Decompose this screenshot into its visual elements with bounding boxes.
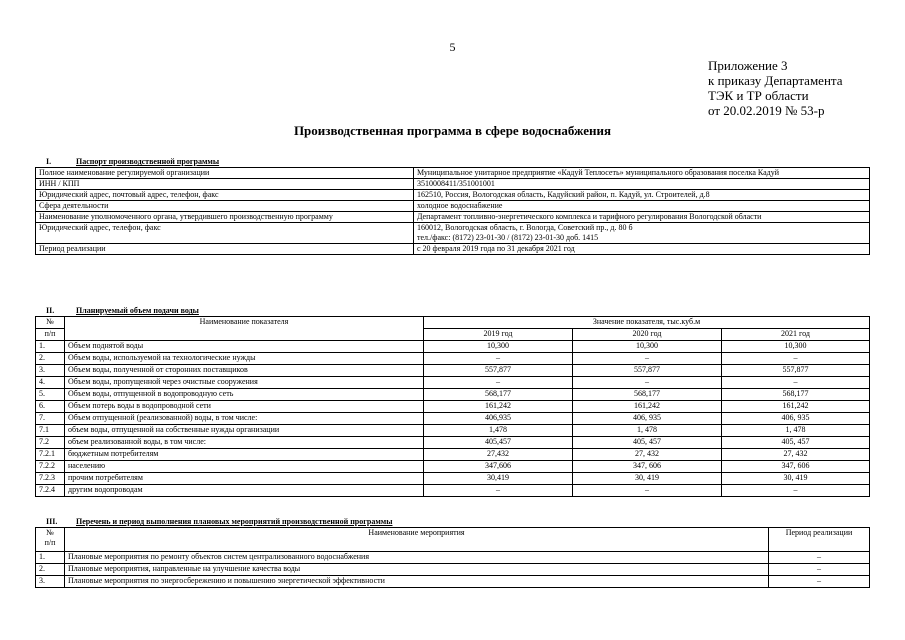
- section3-number: III.: [46, 517, 58, 526]
- indicator-name: прочим потребителям: [65, 473, 424, 485]
- row-number: 7.2.1: [36, 449, 65, 461]
- indicator-value: 1,478: [424, 425, 573, 437]
- indicator-value: 347, 606: [722, 461, 870, 473]
- table-row: [36, 425, 870, 437]
- table-row: [36, 449, 870, 461]
- col-period: Период реализации: [769, 528, 870, 552]
- indicator-value: 557,877: [573, 365, 722, 377]
- indicator-value: 161,242: [424, 401, 573, 413]
- measure-name: Плановые мероприятия по ремонту объектов систем централизованного водоснабжения: [65, 552, 769, 564]
- row-number: 2.: [36, 353, 65, 365]
- table-row: [36, 179, 870, 190]
- indicator-value: 30, 419: [722, 473, 870, 485]
- indicator-value: –: [573, 353, 722, 365]
- col-no-bottom: п/п: [44, 538, 56, 547]
- col-no-top: №: [36, 317, 65, 329]
- indicator-value: –: [722, 377, 870, 389]
- row-number: 7.2.4: [36, 485, 65, 497]
- measure-period: –: [769, 564, 870, 576]
- row-number: 4.: [36, 377, 65, 389]
- indicator-value: 406, 935: [722, 413, 870, 425]
- col-no: [36, 528, 65, 552]
- row-number: 1.: [36, 552, 65, 564]
- passport-value: Департамент топливно-энергетического комплекса и тарифного регулирования Вологодской области: [414, 212, 870, 223]
- col-year: 2019 год: [424, 329, 573, 341]
- indicator-name: Объем поднятой воды: [65, 341, 424, 353]
- passport-label: Полное наименование регулируемой организации: [36, 168, 414, 179]
- table-row: [36, 576, 870, 588]
- row-number: 5.: [36, 389, 65, 401]
- passport-value: с 20 февраля 2019 года по 31 декабря 2021 год: [414, 244, 870, 255]
- measures-table: [35, 527, 870, 588]
- row-number: 7.: [36, 413, 65, 425]
- indicator-value: 347,606: [424, 461, 573, 473]
- appendix-line: Приложение 3: [708, 58, 788, 73]
- col-indicator-name: Наименование показателя: [65, 317, 424, 341]
- indicator-value: 405, 457: [722, 437, 870, 449]
- indicator-value: 30, 419: [573, 473, 722, 485]
- appendix-line: ТЭК и ТР области: [708, 88, 809, 103]
- indicator-value: –: [573, 485, 722, 497]
- indicator-value: 568,177: [424, 389, 573, 401]
- appendix-line: к приказу Департамента: [708, 73, 843, 88]
- passport-label: Юридический адрес, телефон, факс: [36, 223, 414, 244]
- section2-title: Планируемый объем подачи воды: [76, 306, 199, 315]
- table-row: [36, 552, 870, 564]
- measure-period: –: [769, 576, 870, 588]
- row-number: 6.: [36, 401, 65, 413]
- indicator-value: 27, 432: [573, 449, 722, 461]
- passport-label: Сфера деятельности: [36, 201, 414, 212]
- section2-heading: [38, 306, 199, 315]
- indicator-value: 557,877: [424, 365, 573, 377]
- water-volume-table: [35, 316, 870, 497]
- table-row: [36, 223, 870, 244]
- col-no-top: №: [46, 528, 54, 537]
- row-number: 7.2: [36, 437, 65, 449]
- indicator-name: объем реализованной воды, в том числе:: [65, 437, 424, 449]
- indicator-value: –: [424, 485, 573, 497]
- indicator-value: –: [424, 353, 573, 365]
- table-row: [36, 401, 870, 413]
- section3-title: Перечень и период выполнения плановых мероприятий производственной программы: [76, 517, 393, 526]
- measure-name: Плановые мероприятия по энергосбережению и повышению энергетической эффективности: [65, 576, 769, 588]
- indicator-value: 1, 478: [722, 425, 870, 437]
- passport-label: ИНН / КПП: [36, 179, 414, 190]
- indicator-value: –: [722, 485, 870, 497]
- indicator-value: 557,877: [722, 365, 870, 377]
- row-number: 2.: [36, 564, 65, 576]
- table-row: [36, 353, 870, 365]
- section2-number: II.: [46, 306, 55, 315]
- indicator-name: Объем воды, отпущенной в водопроводную сеть: [65, 389, 424, 401]
- col-no-bottom: п/п: [36, 329, 65, 341]
- indicator-name: Объем потерь воды в водопроводной сети: [65, 401, 424, 413]
- table-row: [36, 168, 870, 179]
- measure-name: Плановые мероприятия, направленные на улучшение качества воды: [65, 564, 769, 576]
- indicator-value: 161,242: [573, 401, 722, 413]
- table-row: [36, 190, 870, 201]
- indicator-value: 405,457: [424, 437, 573, 449]
- row-number: 3.: [36, 576, 65, 588]
- indicator-value: –: [573, 377, 722, 389]
- indicator-value: 568,177: [573, 389, 722, 401]
- indicator-value: 10,300: [573, 341, 722, 353]
- col-value-group: Значение показателя, тыс.куб.м: [424, 317, 870, 329]
- table-row: [36, 413, 870, 425]
- passport-table: [35, 167, 870, 255]
- table-row: [36, 461, 870, 473]
- indicator-value: 1, 478: [573, 425, 722, 437]
- table-row: [36, 365, 870, 377]
- row-number: 7.1: [36, 425, 65, 437]
- passport-value: 3510008411/351001001: [414, 179, 870, 190]
- passport-value: 162510, Россия, Вологодская область, Кадуйский район, п. Кадуй, ул. Строителей, д.8: [414, 190, 870, 201]
- indicator-value: 568,177: [722, 389, 870, 401]
- indicator-name: Объем воды, используемой на технологические нужды: [65, 353, 424, 365]
- table-row: [36, 389, 870, 401]
- appendix-block: [708, 58, 843, 118]
- indicator-value: 10,300: [424, 341, 573, 353]
- table-row: [36, 377, 870, 389]
- passport-value: холодное водоснабжение: [414, 201, 870, 212]
- indicator-value: 406,935: [424, 413, 573, 425]
- row-number: 7.2.3: [36, 473, 65, 485]
- indicator-value: 10,300: [722, 341, 870, 353]
- col-year: 2020 год: [573, 329, 722, 341]
- indicator-name: бюджетным потребителям: [65, 449, 424, 461]
- passport-label: Юридический адрес, почтовый адрес, телефон, факс: [36, 190, 414, 201]
- indicator-value: 27, 432: [722, 449, 870, 461]
- indicator-value: 406, 935: [573, 413, 722, 425]
- indicator-name: объем воды, отпущенной на собственные нужды организации: [65, 425, 424, 437]
- passport-label: Наименование уполномоченного органа, утвердившего производственную программу: [36, 212, 414, 223]
- indicator-name: населению: [65, 461, 424, 473]
- table-row: [36, 201, 870, 212]
- indicator-name: Объем отпущенной (реализованной) воды, в том числе:: [65, 413, 424, 425]
- indicator-value: 30,419: [424, 473, 573, 485]
- section1-number: I.: [46, 157, 52, 166]
- appendix-line: от 20.02.2019 № 53-р: [708, 103, 825, 118]
- indicator-value: 347, 606: [573, 461, 722, 473]
- row-number: 3.: [36, 365, 65, 377]
- page-title: Производственная программа в сфере водоснабжения: [293, 123, 612, 138]
- indicator-name: другим водопроводам: [65, 485, 424, 497]
- table-row: [36, 473, 870, 485]
- table-row: [36, 244, 870, 255]
- indicator-value: –: [722, 353, 870, 365]
- table-row: [36, 341, 870, 353]
- indicator-value: 27,432: [424, 449, 573, 461]
- indicator-value: –: [424, 377, 573, 389]
- indicator-value: 161,242: [722, 401, 870, 413]
- table-row: [36, 564, 870, 576]
- row-number: 1.: [36, 341, 65, 353]
- passport-value: Муниципальное унитарное предприятие «Кадуй Теплосеть» муниципального образования поселка Кадуй: [414, 168, 870, 179]
- col-year: 2021 год: [722, 329, 870, 341]
- row-number: 7.2.2: [36, 461, 65, 473]
- section3-heading: [38, 517, 392, 526]
- passport-value: 160012, Вологодская область, г. Вологда, Советский пр., д. 80 б тел./факс: (8172) 23-01-30 / (8172) 23-01-30 доб. 1415: [414, 223, 870, 244]
- section1-title: Паспорт производственной программы: [76, 157, 220, 166]
- page-number: 5: [449, 40, 456, 54]
- col-measure-name: Наименование мероприятия: [65, 528, 769, 552]
- indicator-name: Объем воды, пропущенной через очистные сооружения: [65, 377, 424, 389]
- measure-period: –: [769, 552, 870, 564]
- table-row: [36, 437, 870, 449]
- section1-heading: [38, 157, 219, 166]
- table-row: [36, 212, 870, 223]
- passport-label: Период реализации: [36, 244, 414, 255]
- indicator-value: 405, 457: [573, 437, 722, 449]
- table-row: [36, 485, 870, 497]
- indicator-name: Объем воды, полученной от сторонних поставщиков: [65, 365, 424, 377]
